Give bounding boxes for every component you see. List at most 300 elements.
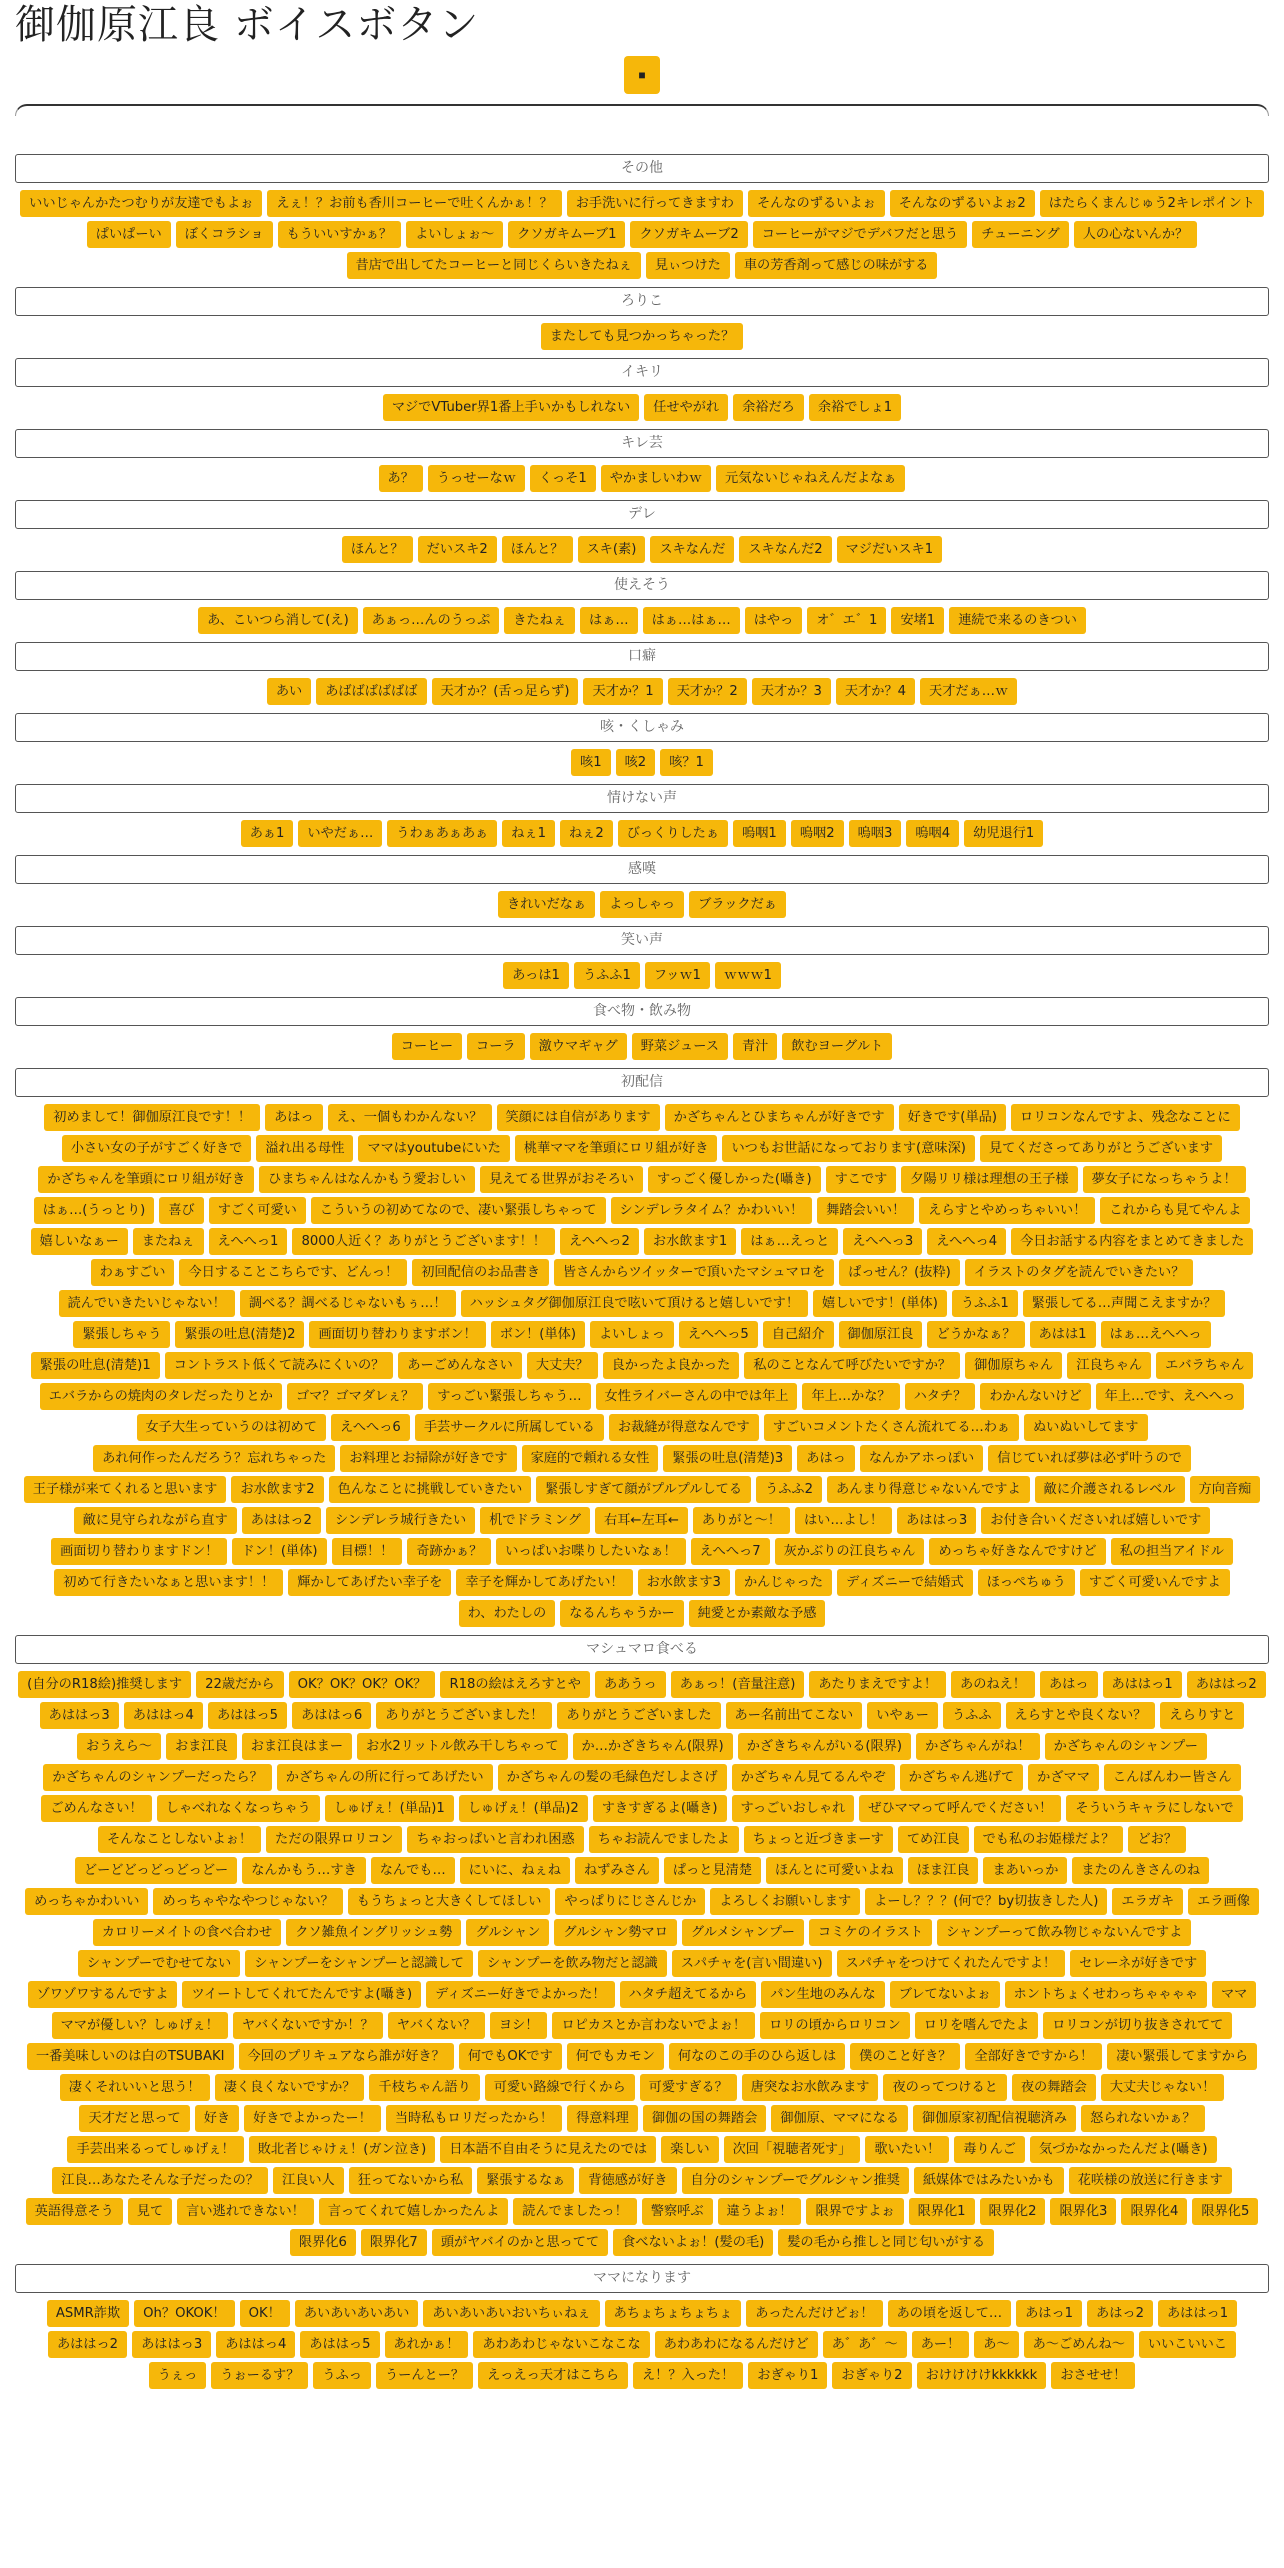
voice-button[interactable]: エラ画像	[1188, 1888, 1259, 1915]
voice-button[interactable]: 何でもOKです	[459, 2043, 562, 2070]
voice-button[interactable]: 江良ちゃん	[1067, 1352, 1151, 1379]
voice-button[interactable]: 任せやがれ	[644, 394, 728, 421]
voice-button[interactable]: 大丈夫じゃない！	[1101, 2074, 1225, 2101]
voice-button[interactable]: 幸子を輝かしてあげたい！	[456, 1569, 632, 1596]
voice-button[interactable]: 笑顔には自信があります	[497, 1104, 660, 1131]
voice-button[interactable]: ハッシュタグ御伽原江良で呟いて頂けると嬉しいです！	[461, 1290, 808, 1317]
voice-button[interactable]: 限界化2	[980, 2198, 1046, 2225]
voice-button[interactable]: あ？	[379, 465, 423, 492]
voice-button[interactable]: 御伽原家初配信視聴済み	[913, 2105, 1076, 2132]
voice-button[interactable]: かんじゃった	[735, 1569, 832, 1596]
voice-button[interactable]: お水飲ます3	[638, 1569, 730, 1596]
voice-button[interactable]: スキなんだ	[650, 536, 734, 563]
voice-button[interactable]: そんなことしないよぉ！	[98, 1826, 261, 1853]
voice-button[interactable]: グルシャン	[466, 1919, 549, 1946]
voice-button[interactable]: ねぇ2	[560, 820, 613, 847]
voice-button[interactable]: ありがと～！	[693, 1507, 790, 1534]
voice-button[interactable]: いやぁー	[867, 1702, 938, 1729]
section-header[interactable]: 食べ物・飲み物	[15, 997, 1269, 1026]
voice-button[interactable]: 天才か？3	[752, 678, 831, 705]
voice-button[interactable]: おけけけけkkkkkk	[917, 2362, 1047, 2389]
voice-button[interactable]: えへへっ3	[843, 1228, 922, 1255]
voice-button[interactable]: マジでVTuber界1番上手いかもしれない	[383, 394, 639, 421]
section-header[interactable]: キレ芸	[15, 429, 1269, 458]
voice-button[interactable]: 8000人近く？ありがとうございます！！	[292, 1228, 555, 1255]
voice-button[interactable]: チューニング	[972, 221, 1068, 248]
voice-button[interactable]: 違うよぉ！	[718, 2198, 802, 2225]
voice-button[interactable]: あわあわじゃないこなこな	[473, 2331, 649, 2358]
voice-button[interactable]: 咳？1	[660, 749, 713, 776]
voice-button[interactable]: フッｗ1	[645, 962, 710, 989]
voice-button[interactable]: えへへっ5	[679, 1321, 758, 1348]
voice-button[interactable]: すきすぎるよ(囁き)	[593, 1795, 727, 1822]
voice-button[interactable]: 言い逃れできない！	[177, 2198, 314, 2225]
voice-button[interactable]: 車の芳香剤って感じの味がする	[735, 252, 938, 279]
voice-button[interactable]: 安堵1	[891, 607, 944, 634]
section-header[interactable]: 感嘆	[15, 855, 1269, 884]
voice-button[interactable]: 江良い人	[273, 2167, 344, 2194]
voice-button[interactable]: あははっ3	[897, 1507, 976, 1534]
voice-button[interactable]: 天才か？(舌っ足らず)	[432, 678, 579, 705]
voice-button[interactable]: グルメシャンプー	[682, 1919, 804, 1946]
voice-button[interactable]: もういいすかぁ？	[278, 221, 402, 248]
voice-button[interactable]: ブラックだぁ	[689, 891, 786, 918]
voice-button[interactable]: 食べないよぉ！(髪の毛)	[613, 2229, 773, 2256]
voice-button[interactable]: うぇっ	[149, 2362, 207, 2389]
voice-button[interactable]: ｗｗｗ1	[715, 962, 781, 989]
voice-button[interactable]: ありがとうございました	[557, 1702, 720, 1729]
voice-button[interactable]: 家庭的で頼れる女性	[522, 1445, 659, 1472]
voice-button[interactable]: いっぱいお喋りしたいなぁ！	[496, 1538, 685, 1565]
voice-button[interactable]: 今日お話する内容をまとめてきました	[1011, 1228, 1253, 1255]
voice-button[interactable]: エラガキ	[1112, 1888, 1183, 1915]
voice-button[interactable]: あーごめんなさい	[398, 1352, 522, 1379]
voice-button[interactable]: か…かざきちゃん(限界)	[573, 1733, 733, 1760]
voice-button[interactable]: 天才か？2	[668, 678, 747, 705]
voice-button[interactable]: あんまり得意じゃないんですよ	[827, 1476, 1030, 1503]
voice-button[interactable]: うーんとー？	[376, 2362, 473, 2389]
voice-button[interactable]: ドン！(単体)	[232, 1538, 326, 1565]
voice-button[interactable]: 緊張の吐息(清楚)1	[31, 1352, 160, 1379]
voice-button[interactable]: あはっ	[1040, 1671, 1098, 1698]
voice-button[interactable]: ハタチ超えてるから	[620, 1981, 757, 2008]
voice-button[interactable]: ママはyoutubeにいた	[358, 1135, 509, 1162]
section-header[interactable]: 咳・くしゃみ	[15, 713, 1269, 742]
voice-button[interactable]: ホントちょくせわっちゃゃゃゃ	[1005, 1981, 1208, 2008]
voice-button[interactable]: 凄い緊張してますから	[1107, 2043, 1257, 2070]
voice-button[interactable]: なるんちゃうかー	[560, 1600, 684, 1627]
voice-button[interactable]: えへへっ7	[691, 1538, 770, 1565]
voice-button[interactable]: くっそ1	[530, 465, 596, 492]
section-header[interactable]: 笑い声	[15, 926, 1269, 955]
voice-button[interactable]: 咳2	[616, 749, 656, 776]
voice-button[interactable]: どうかなぁ？	[927, 1321, 1024, 1348]
voice-button[interactable]: 限界化1	[909, 2198, 975, 2225]
voice-button[interactable]: そんなのずるいよぉ	[748, 190, 885, 217]
voice-button[interactable]: Oh？OKOK！	[134, 2300, 234, 2327]
voice-button[interactable]: そういうキャラにしないで	[1066, 1795, 1242, 1822]
voice-button[interactable]: R18の絵はえろすとや	[440, 1671, 589, 1698]
voice-button[interactable]: 年上…です、えへへっ	[1096, 1383, 1245, 1410]
voice-button[interactable]: 方向音痴	[1190, 1476, 1261, 1503]
voice-button[interactable]: 小さい女の子がすごく好きで	[62, 1135, 251, 1162]
voice-button[interactable]: あのねえ！	[951, 1671, 1035, 1698]
voice-button[interactable]: なんかアホっぽい	[860, 1445, 983, 1472]
voice-button[interactable]: いいこいいこ	[1139, 2331, 1236, 2358]
voice-button[interactable]: ありがとうございました！	[376, 1702, 552, 1729]
voice-button[interactable]: ブレてないよぉ	[890, 1981, 1000, 2008]
section-header[interactable]: ママになります	[15, 2264, 1269, 2293]
voice-button[interactable]: クソガキムーブ2	[630, 221, 747, 248]
voice-button[interactable]: かざちゃんがね！	[916, 1733, 1040, 1760]
voice-button[interactable]: よいしょっ	[590, 1321, 674, 1348]
voice-button[interactable]: スパチャを(言い間違い)	[672, 1950, 832, 1977]
voice-button[interactable]: はぁ…	[580, 607, 638, 634]
section-header[interactable]: 初配信	[15, 1068, 1269, 1097]
voice-button[interactable]: コミケのイラスト	[809, 1919, 932, 1946]
voice-button[interactable]: 御伽原ちゃん	[965, 1352, 1062, 1379]
voice-button[interactable]: あわあわになるんだけど	[655, 2331, 818, 2358]
voice-button[interactable]: 昔店で出してたコーヒーと同じくらいきたねぇ	[347, 252, 641, 279]
voice-button[interactable]: 飲むヨーグルト	[782, 1033, 892, 1060]
voice-button[interactable]: 髪の毛から推しと同じ匂いがする	[778, 2229, 994, 2256]
voice-button[interactable]: 皆さんからツイッターで頂いたマシュマロを	[554, 1259, 834, 1286]
voice-button[interactable]: あ～ごめんね～	[1024, 2331, 1134, 2358]
voice-button[interactable]: 毒りんご	[954, 2136, 1025, 2163]
voice-button[interactable]: 初回配信のお品書き	[412, 1259, 549, 1286]
voice-button[interactable]: かざちゃん逃げて	[900, 1764, 1024, 1791]
voice-button[interactable]: すっごい緊張しちゃう…	[428, 1383, 590, 1410]
voice-button[interactable]: まあいっか	[983, 1857, 1067, 1884]
voice-button[interactable]: あっは1	[503, 962, 569, 989]
voice-button[interactable]: 余裕でしょ1	[809, 394, 901, 421]
voice-button[interactable]: クソ雑魚イングリッシュ勢	[286, 1919, 461, 1946]
voice-button[interactable]: あははっ4	[124, 1702, 203, 1729]
section-header[interactable]: その他	[15, 154, 1269, 183]
voice-button[interactable]: なんでも…	[371, 1857, 455, 1884]
voice-button[interactable]: はぁ…えっと	[741, 1228, 838, 1255]
voice-button[interactable]: ロリを嗜んでたよ	[915, 2012, 1039, 2039]
voice-button[interactable]: 天才か？1	[583, 678, 662, 705]
voice-button[interactable]: ひまちゃんはなんかもう愛おしい	[259, 1166, 475, 1193]
voice-button[interactable]: 画面切り替わりますドン！	[51, 1538, 227, 1565]
voice-button[interactable]: おま江良	[166, 1733, 237, 1760]
voice-button[interactable]: きたねぇ	[504, 607, 575, 634]
voice-button[interactable]: きれいだなぁ	[498, 891, 595, 918]
voice-button[interactable]: スキ(素)	[578, 536, 646, 563]
voice-button[interactable]: おま江良はまー	[242, 1733, 352, 1760]
voice-button[interactable]: エバラからの焼肉のタレだったりとか	[40, 1383, 282, 1410]
voice-button[interactable]: 紙媒体ではみたいかも	[914, 2167, 1064, 2194]
section-header[interactable]: イキリ	[15, 358, 1269, 387]
voice-button[interactable]: えらすとやめっちゃいい！	[919, 1197, 1095, 1224]
voice-button[interactable]: 夜の舞踏会	[1012, 2074, 1096, 2101]
voice-button[interactable]: 右耳←左耳←	[595, 1507, 688, 1534]
voice-button[interactable]: お水飲ます2	[231, 1476, 323, 1503]
voice-button[interactable]: 嬉しいです！(単体)	[813, 1290, 947, 1317]
voice-button[interactable]: 見ぃつけた	[646, 252, 730, 279]
voice-button[interactable]: 余裕だろ	[733, 394, 804, 421]
voice-button[interactable]: 何なのこの手のひら返しは	[669, 2043, 845, 2070]
voice-button[interactable]: めっちゃかわいい	[25, 1888, 148, 1915]
voice-button[interactable]: ロリの頃からロリコン	[760, 2012, 910, 2039]
voice-button[interactable]: あ、こいつら消して(え)	[198, 607, 358, 634]
voice-button[interactable]: グルシャン勢マロ	[554, 1919, 677, 1946]
voice-button[interactable]: 日本語不自由そうに見えたのでは	[440, 2136, 656, 2163]
voice-button[interactable]: またしても見つかっちゃった？	[541, 323, 744, 350]
voice-button[interactable]: あぁ1	[241, 820, 294, 847]
voice-button[interactable]: はたらくまんじゅう2キレポイント	[1040, 190, 1264, 217]
voice-button[interactable]: 激ウマギャグ	[530, 1033, 627, 1060]
voice-button[interactable]: あははっ2	[48, 2331, 127, 2358]
voice-button[interactable]: かざちゃんとひまちゃんが好きです	[665, 1104, 894, 1131]
voice-button[interactable]: 人の心ないんか？	[1074, 221, 1198, 248]
voice-button[interactable]: えへへっ6	[331, 1414, 410, 1441]
voice-button[interactable]: よいしょぉ～	[406, 221, 503, 248]
voice-button[interactable]: かざきちゃんがいる(限界)	[738, 1733, 911, 1760]
voice-button[interactable]: 何でもカモン	[567, 2043, 664, 2070]
voice-button[interactable]: でも私のお姫様だよ？	[974, 1826, 1124, 1853]
voice-button[interactable]: えらりすと	[1160, 1702, 1244, 1729]
voice-button[interactable]: 手芸サークルに所属している	[415, 1414, 604, 1441]
voice-button[interactable]: 夜のってつけると	[883, 2074, 1006, 2101]
voice-button[interactable]: しゃべれなくなっちゃう	[157, 1795, 320, 1822]
voice-button[interactable]: ぱっと見清楚	[664, 1857, 761, 1884]
voice-button[interactable]: 緊張しすぎて顔がプルプルしてる	[536, 1476, 751, 1503]
voice-button[interactable]: あたりまえですよ！	[809, 1671, 946, 1698]
voice-button[interactable]: 灰かぶりの江良ちゃん	[775, 1538, 925, 1565]
voice-button[interactable]: ごめんなさい！	[41, 1795, 151, 1822]
voice-button[interactable]: ほんとに可愛いよね	[766, 1857, 903, 1884]
voice-button[interactable]: かざちゃんのシャンプーだったら？	[43, 1764, 271, 1791]
voice-button[interactable]: え！？入った！	[633, 2362, 743, 2389]
voice-button[interactable]: これからも見てやんよ	[1100, 1197, 1250, 1224]
voice-button[interactable]: うふふ1	[574, 962, 640, 989]
voice-button[interactable]: 僕のこと好き？	[850, 2043, 960, 2070]
voice-button[interactable]: ぬいぬいしてます	[1024, 1414, 1148, 1441]
voice-button[interactable]: 初めて行きたいなぁと思います！！	[54, 1569, 283, 1596]
voice-button[interactable]: おうえら～	[77, 1733, 161, 1760]
voice-button[interactable]: あははっ1	[1158, 2300, 1237, 2327]
voice-button[interactable]: はやっ	[745, 607, 803, 634]
voice-button[interactable]: めっちゃやなやつじゃない？	[153, 1888, 342, 1915]
voice-button[interactable]: シンデレラ城行きたい	[326, 1507, 475, 1534]
voice-button[interactable]: えへへっ4	[927, 1228, 1006, 1255]
voice-button[interactable]: ぜひママって呼んでください！	[859, 1795, 1061, 1822]
voice-button[interactable]: あい	[267, 678, 311, 705]
voice-button[interactable]: え、一個もわかんない？	[328, 1104, 492, 1131]
voice-button[interactable]: 歌いたい！	[865, 2136, 949, 2163]
voice-button[interactable]: 次回「視聴者死す」	[724, 2136, 861, 2163]
voice-button[interactable]: お水飲ます1	[644, 1228, 736, 1255]
voice-button[interactable]: セレーネが好きです	[1070, 1950, 1206, 1977]
voice-button[interactable]: 限界化3	[1050, 2198, 1116, 2225]
voice-button[interactable]: あははっ4	[216, 2331, 295, 2358]
voice-button[interactable]: 私の担当アイドル	[1111, 1538, 1233, 1565]
voice-button[interactable]: すっごく優しかった(囁き)	[648, 1166, 821, 1193]
voice-button[interactable]: 嗚咽1	[733, 820, 786, 847]
voice-button[interactable]: 読んでいきたいじゃない！	[59, 1290, 235, 1317]
voice-button[interactable]: うふふ2	[756, 1476, 822, 1503]
voice-button[interactable]: えっえっ天才はこちら	[478, 2362, 628, 2389]
voice-button[interactable]: シャンプーって飲み物じゃないんですよ	[937, 1919, 1191, 1946]
voice-button[interactable]: イラストのタグを読んでいきたい？	[965, 1259, 1194, 1286]
voice-button[interactable]: はぁ…はぁ…	[643, 607, 740, 634]
voice-button[interactable]: 凄くそれいいと思う！	[60, 2074, 210, 2101]
voice-button[interactable]: 天才か？4	[836, 678, 915, 705]
voice-button[interactable]: コーラ	[467, 1033, 525, 1060]
voice-button[interactable]: こんばんわー皆さん	[1104, 1764, 1241, 1791]
voice-button[interactable]: あはっ	[797, 1445, 855, 1472]
voice-button[interactable]: やかましいわｗ	[601, 465, 711, 492]
voice-button[interactable]: しゅげぇ！(単品)2	[459, 1795, 588, 1822]
voice-button[interactable]: OK？OK？OK？OK？	[289, 1671, 436, 1698]
voice-button[interactable]: 王子様が来てくれると思います	[24, 1476, 227, 1503]
voice-button[interactable]: ヨシ！	[490, 2012, 548, 2039]
voice-button[interactable]: ゴマ？ゴマダレぇ？	[287, 1383, 423, 1410]
voice-button[interactable]: すごく可愛い	[209, 1197, 306, 1224]
voice-button[interactable]: こういうの初めてなので、凄い緊張しちゃって	[311, 1197, 606, 1224]
voice-button[interactable]: 夕陽リリ様は理想の王子様	[901, 1166, 1077, 1193]
voice-button[interactable]: 当時私もロリだったから！	[386, 2105, 562, 2132]
voice-button[interactable]: 緊張の吐息(清楚)2	[175, 1321, 304, 1348]
voice-button[interactable]: あったんだけどぉ！	[746, 2300, 882, 2327]
voice-button[interactable]: あははっ2	[1187, 1671, 1266, 1698]
voice-button[interactable]: あ～	[974, 2331, 1018, 2358]
voice-button[interactable]: 調べる？調べるじゃないもぅ…！	[240, 1290, 456, 1317]
voice-button[interactable]: びっくりしたぁ	[618, 820, 728, 847]
voice-button[interactable]: そんなのずるいよぉ2	[890, 190, 1035, 217]
voice-button[interactable]: 緊張してる…声聞こえますか？	[1023, 1290, 1226, 1317]
voice-button[interactable]: すごく可愛いんですよ	[1080, 1569, 1230, 1596]
voice-button[interactable]: ちゃお読んでましたよ	[589, 1826, 739, 1853]
voice-button[interactable]: 緊張するなぁ	[477, 2167, 574, 2194]
voice-button[interactable]: ねぇ1	[502, 820, 555, 847]
voice-button[interactable]: あの頃を返して…	[888, 2300, 1012, 2327]
voice-button[interactable]: 限界化5	[1192, 2198, 1258, 2225]
voice-button[interactable]: ゾワゾワするんですよ	[28, 1981, 178, 2008]
voice-button[interactable]: かざちゃんの髪の毛緑色だしよさげ	[498, 1764, 727, 1791]
voice-button[interactable]: ほんと？	[342, 536, 413, 563]
voice-button[interactable]: あははっ3	[132, 2331, 211, 2358]
voice-button[interactable]: 嬉しいなぁー	[31, 1228, 128, 1255]
voice-button[interactable]: あいあいあいあい	[295, 2300, 419, 2327]
voice-button[interactable]: ロリコンが切り抜きされてて	[1043, 2012, 1232, 2039]
voice-button[interactable]: ASMR詐欺	[47, 2300, 129, 2327]
voice-button[interactable]: 元気ないじゃねえんだよなぁ	[716, 465, 905, 492]
voice-button[interactable]: パン生地のみんな	[761, 1981, 885, 2008]
voice-button[interactable]: 花咲様の放送に行きます	[1069, 2167, 1232, 2194]
voice-button[interactable]: 輝かしてあげたい幸子を	[288, 1569, 451, 1596]
voice-button[interactable]: シャンプーでむせてない	[78, 1950, 240, 1977]
voice-button[interactable]: うふふ	[943, 1702, 1001, 1729]
voice-button[interactable]: あはっ	[265, 1104, 323, 1131]
voice-button[interactable]: シンデレラタイム？かわいい！	[611, 1197, 813, 1224]
voice-button[interactable]: ハタチ？	[905, 1383, 976, 1410]
voice-button[interactable]: はぁ…(うっとり)	[34, 1197, 155, 1224]
voice-button[interactable]: 画面切り替わりますボン！	[309, 1321, 485, 1348]
voice-button[interactable]: 机でドラミング	[480, 1507, 590, 1534]
voice-button[interactable]: なんかもう…すき	[242, 1857, 366, 1884]
voice-button[interactable]: ボン！(単体)	[491, 1321, 585, 1348]
voice-button[interactable]: わかんないけど	[980, 1383, 1090, 1410]
voice-button[interactable]: 一番美味しいのは白のTSUBAKI	[27, 2043, 234, 2070]
voice-button[interactable]: ぱいぱーい	[87, 221, 171, 248]
voice-button[interactable]: おぎゃり1	[748, 2362, 827, 2389]
voice-button[interactable]: あははっ1	[1103, 1671, 1182, 1698]
voice-button[interactable]: あはっ1	[1016, 2300, 1082, 2327]
voice-button[interactable]: あぁっ…んのうっぷ	[363, 607, 500, 634]
voice-button[interactable]: 得意料理	[567, 2105, 638, 2132]
voice-button[interactable]: はぁ…えへへっ	[1101, 1321, 1211, 1348]
voice-button[interactable]: 敗北者じゃけぇ！(ガン泣き)	[249, 2136, 436, 2163]
voice-button[interactable]: あはっ2	[1087, 2300, 1153, 2327]
voice-button[interactable]: 全部好きですから！	[965, 2043, 1102, 2070]
voice-button[interactable]: ディズニーで結婚式	[837, 1569, 973, 1596]
voice-button[interactable]: 千枝ちゃん語り	[369, 2074, 479, 2101]
voice-button[interactable]: 御伽原江良	[839, 1321, 923, 1348]
voice-button[interactable]: 自分のシャンプーでグルシャン推奨	[682, 2167, 909, 2194]
voice-button[interactable]: 御伽原、ママになる	[771, 2105, 908, 2132]
voice-button[interactable]: 唐突なお水飲みます	[742, 2074, 879, 2101]
voice-button[interactable]: ただの限界ロリコン	[266, 1826, 402, 1853]
voice-button[interactable]: かざママ	[1028, 1764, 1099, 1791]
voice-button[interactable]: はい…よし！	[795, 1507, 892, 1534]
voice-button[interactable]: 青汁	[733, 1033, 777, 1060]
voice-button[interactable]: 好き	[195, 2105, 239, 2132]
voice-button[interactable]: ママが優しい？しゅげぇ！	[52, 2012, 228, 2039]
voice-button[interactable]: えぇ！？お前も香川コーヒーで吐くんかぁ！？	[267, 190, 561, 217]
voice-button[interactable]: 咳1	[571, 749, 611, 776]
voice-button[interactable]: うぉーるす？	[211, 2362, 308, 2389]
voice-button[interactable]: あれ何作ったんだろう？忘れちゃった	[93, 1445, 335, 1472]
voice-button[interactable]: 大丈夫？	[527, 1352, 598, 1379]
voice-button[interactable]: わぁすごい	[91, 1259, 175, 1286]
voice-button[interactable]: お水2リットル飲み干しちゃって	[357, 1733, 568, 1760]
voice-button[interactable]: ねずみさん	[575, 1857, 659, 1884]
voice-button[interactable]: どーどどっどっどっどー	[75, 1857, 237, 1884]
voice-button[interactable]: しゅげぇ！(単品)1	[325, 1795, 454, 1822]
voice-button[interactable]: 好きでよかったー！	[244, 2105, 381, 2132]
voice-button[interactable]: 読んでましたっ！	[513, 2198, 637, 2225]
voice-button[interactable]: あー名前出てこない	[726, 1702, 863, 1729]
voice-button[interactable]: 可愛すぎる？	[640, 2074, 737, 2101]
voice-button[interactable]: 嗚咽2	[791, 820, 844, 847]
voice-button[interactable]: にいに、ねぇね	[460, 1857, 570, 1884]
voice-button[interactable]: 奇跡かぁ？	[407, 1538, 491, 1565]
voice-button[interactable]: 見て	[128, 2198, 172, 2225]
voice-button[interactable]: よーし？？？(何で？by切抜きした人)	[865, 1888, 1107, 1915]
voice-button[interactable]: うふっ	[313, 2362, 371, 2389]
voice-button[interactable]: 喜び	[159, 1197, 203, 1224]
voice-button[interactable]: またのんきさんのね	[1072, 1857, 1209, 1884]
voice-button[interactable]: ほんと？	[502, 536, 573, 563]
voice-button[interactable]: ロリコンなんですよ、残念なことに	[1011, 1104, 1240, 1131]
voice-button[interactable]: シャンプーをシャンプーと認識して	[245, 1950, 473, 1977]
voice-button[interactable]: 警察呼ぶ	[642, 2198, 713, 2225]
voice-button[interactable]: エバラちゃん	[1156, 1352, 1253, 1379]
voice-button[interactable]: ちょっと近づきまーす	[744, 1826, 893, 1853]
voice-button[interactable]: 天才だぁ…ｗ	[920, 678, 1017, 705]
section-header[interactable]: 口癖	[15, 642, 1269, 671]
voice-button[interactable]: 限界ですよぉ	[806, 2198, 903, 2225]
voice-button[interactable]: ぱっせん？(抜粋)	[839, 1259, 960, 1286]
voice-button[interactable]: ツイートしてくれてたんですよ(囁き)	[182, 1981, 421, 2008]
voice-button[interactable]: 限界化4	[1121, 2198, 1187, 2225]
voice-button[interactable]: おぎゃり2	[832, 2362, 911, 2389]
voice-button[interactable]: 年上…かな？	[802, 1383, 899, 1410]
voice-button[interactable]: ほっぺちゅう	[978, 1569, 1075, 1596]
